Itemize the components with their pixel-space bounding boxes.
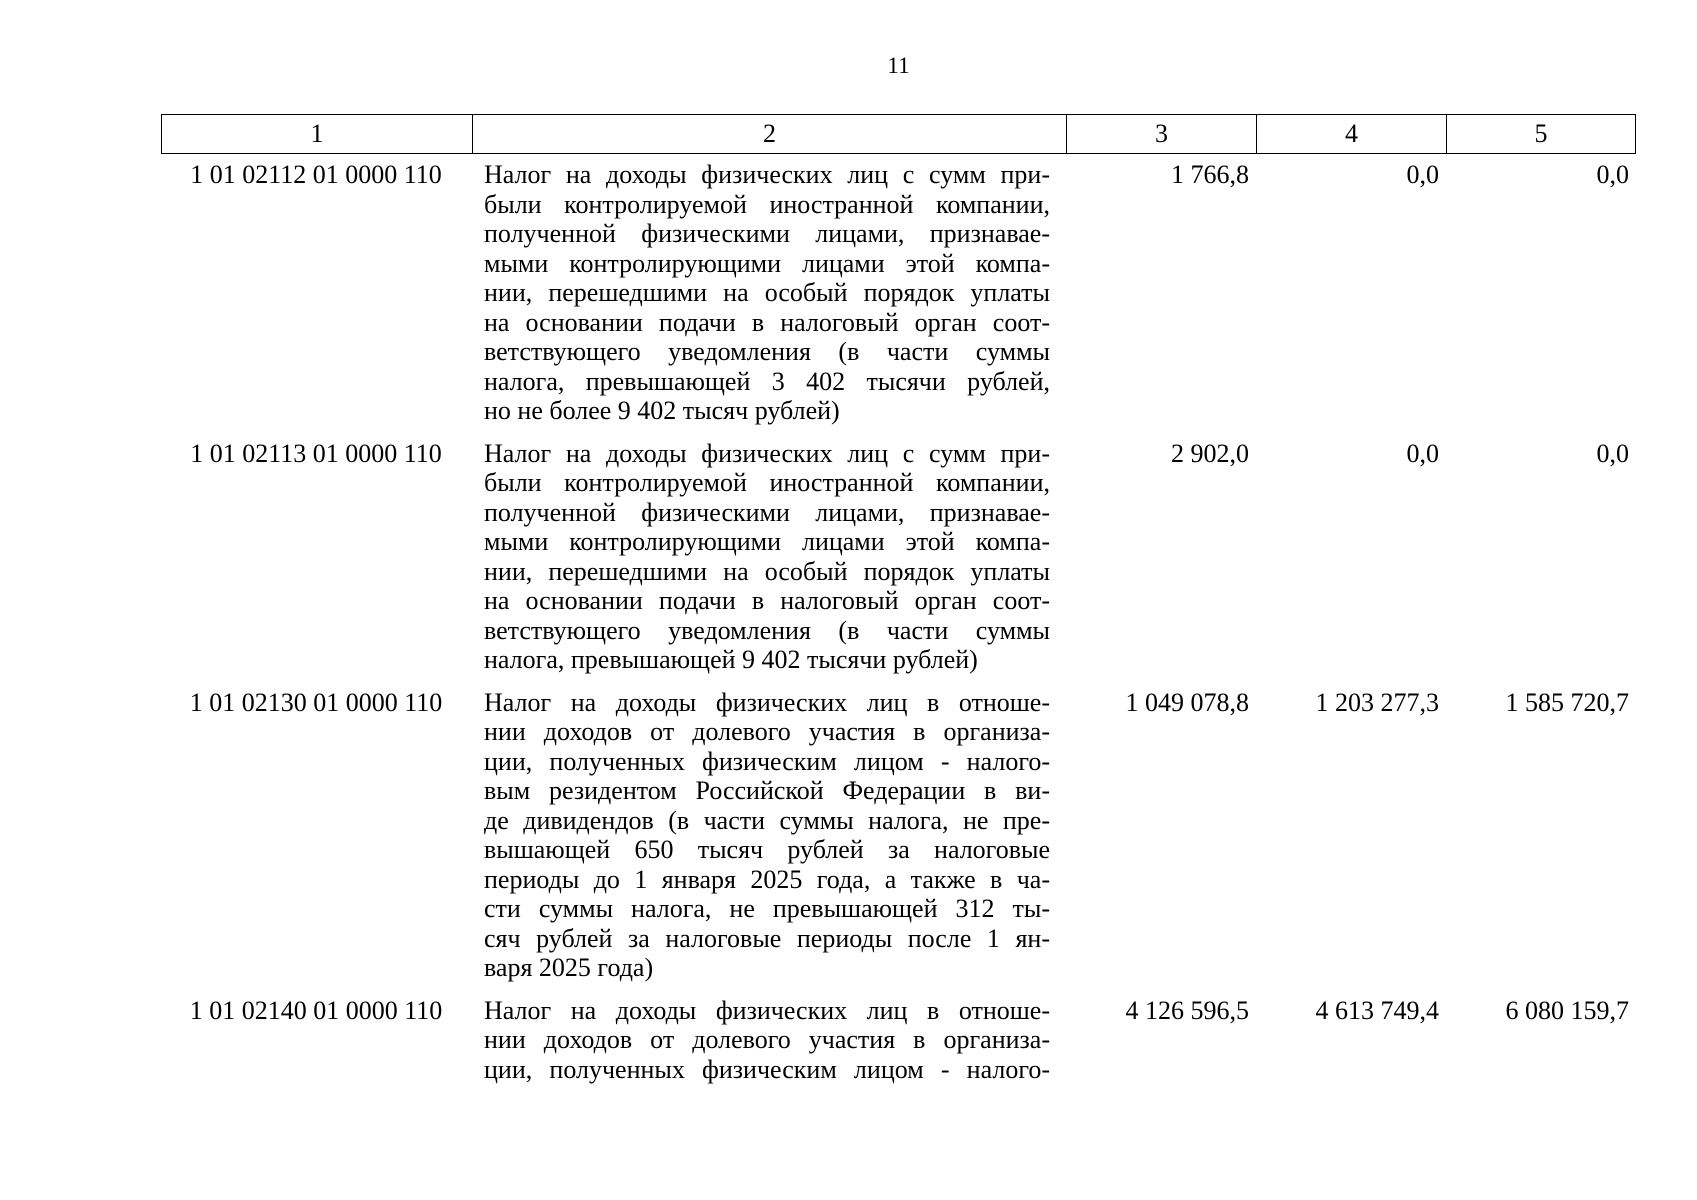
row-value-col5: 0,0: [1596, 160, 1629, 189]
description-line: на основании подачи в налоговый орган соот-: [484, 307, 1050, 337]
description-line: Налог на доходы физических лиц с сумм при-: [484, 438, 1050, 468]
description-line: нии доходов от долевого участия в организа-: [484, 717, 1050, 746]
table-row: [161, 996, 1635, 1085]
description-line: Налог на доходы физических лиц в отноше-: [484, 687, 1050, 717]
description-line: налога, превышающей 9 402 тысячи рублей): [484, 645, 978, 674]
description-line: налога, превышающей 3 402 тысячи рублей,: [484, 366, 1050, 396]
table-row: [161, 160, 1635, 426]
row-description: [484, 439, 1050, 675]
row-value-col3: 2 902,0: [1171, 438, 1249, 468]
row-value-col5: 0,0: [1596, 438, 1629, 468]
page-number: 11: [887, 53, 910, 78]
header-cell-2: 2: [473, 115, 1067, 154]
row-description: [484, 996, 1050, 1085]
description-line: вышающей 650 тысяч рублей за налоговые: [484, 835, 1050, 864]
description-line: мыми контролирующими лицами этой компа-: [484, 527, 1050, 556]
description-line: сти суммы налога, не превышающей 312 ты-: [484, 894, 1050, 923]
description-line: де дивидендов (в части суммы налога, не пре-: [484, 805, 1050, 835]
description-line: мыми контролирующими лицами этой компа-: [484, 248, 1050, 278]
description-line: Налог на доходы физических лиц с сумм при-: [484, 160, 1050, 189]
description-line: полученной физическими лицами, признавае-: [484, 219, 1050, 248]
description-line: нии, перешедшими на особый порядок уплаты: [484, 278, 1050, 307]
row-value-col4: 1 203 277,3: [1315, 687, 1439, 717]
row-value-col3: 4 126 596,5: [1125, 995, 1249, 1025]
row-code: 1 01 02140 01 0000 110: [189, 995, 443, 1025]
row-value-col4: 0,0: [1406, 438, 1439, 468]
description-line: нии, перешедшими на особый порядок уплаты: [484, 556, 1050, 586]
header-cell-3: 3: [1067, 115, 1257, 154]
header-cell-4: 4: [1257, 115, 1447, 154]
header-cell-1: 1: [162, 115, 473, 154]
description-line: но не более 9 402 тысяч рублей): [484, 396, 840, 425]
description-line: Налог на доходы физических лиц в отноше-: [484, 995, 1050, 1025]
header-cell-5: 5: [1447, 115, 1636, 154]
description-line: ции, полученных физическим лицом - налого-: [484, 746, 1050, 776]
table-row: [161, 688, 1635, 983]
row-value-col3: 1 766,8: [1171, 160, 1249, 189]
row-value-col5: 1 585 720,7: [1505, 687, 1629, 717]
row-value-col3: 1 049 078,8: [1125, 687, 1249, 717]
table-header: [161, 114, 1636, 154]
description-line: ции, полученных физическим лицом - налого-: [484, 1054, 1050, 1084]
row-description: [484, 688, 1050, 983]
table-body: [161, 160, 1635, 1084]
description-line: варя 2025 года): [484, 953, 654, 982]
description-line: были контролируемой иностранной компании,: [484, 189, 1050, 219]
header-row: [162, 115, 1636, 154]
description-line: периоды до 1 января 2025 года, а также в ча-: [484, 864, 1050, 894]
description-line: вым резидентом Российской Федерации в ви-: [484, 776, 1050, 805]
description-line: были контролируемой иностранной компании,: [484, 468, 1050, 497]
description-line: нии доходов от долевого участия в организа-: [484, 1025, 1050, 1054]
description-line: сяч рублей за налоговые периоды после 1 ян-: [484, 923, 1050, 953]
description-line: на основании подачи в налоговый орган соот-: [484, 586, 1050, 615]
row-code: 1 01 02112 01 0000 110: [190, 160, 442, 189]
row-code: 1 01 02113 01 0000 110: [190, 438, 442, 468]
description-line: полученной физическими лицами, признавае-: [484, 497, 1050, 527]
row-value-col5: 6 080 159,7: [1505, 995, 1629, 1025]
row-value-col4: 4 613 749,4: [1315, 995, 1439, 1025]
row-value-col4: 0,0: [1406, 160, 1439, 189]
row-description: [484, 160, 1050, 426]
description-line: ветствующего уведомления (в части суммы: [484, 615, 1050, 645]
row-code: 1 01 02130 01 0000 110: [189, 687, 443, 717]
table-row: [161, 439, 1635, 675]
description-line: ветствующего уведомления (в части суммы: [484, 337, 1050, 366]
